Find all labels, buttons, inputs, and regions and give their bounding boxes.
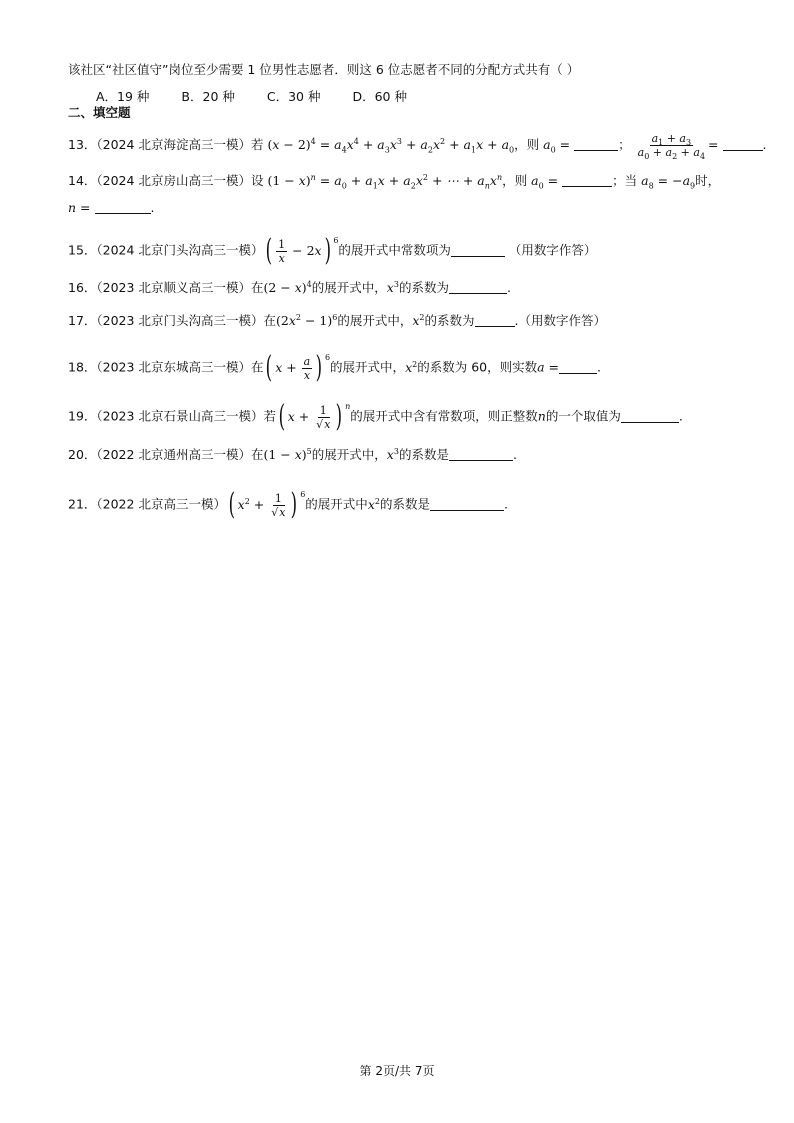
q16-text: 在 (250, 280, 264, 295)
q18-text-2: 的展开式中， (330, 359, 406, 375)
option-b: B．20 种 (181, 89, 235, 104)
q18-source: （2023 北京东城高三一模） (96, 359, 251, 375)
q18-formula: ( x + $\frac{a}{x}$ ) $^6$ (266, 350, 331, 385)
q17-note: .（用数字作答） (514, 313, 606, 328)
question-18: 18．（2023 北京东城高三一模）在( x + $\frac{a}{x}$ ) $^6$的展开式中，$x^2$的系数为 60，则实数a = . (68, 350, 602, 385)
q21-source: （2022 北京高三一模） (96, 496, 226, 512)
question-19: 19．（2023 北京石景山高三一模）若( x + $\frac{1}{√x}$ ) $^n$的展开式中含有常数项，则正整数n的一个取值为 . (68, 399, 683, 434)
q17-source: （2023 北京门头沟高三一模） (96, 313, 264, 328)
intro-line: 该社区“社区值守”岗位至少需要 1 位男性志愿者．则这 6 位志愿者不同的分配方式共有（ ） (68, 62, 580, 77)
question-14 (68, 172, 720, 190)
q18-term: $x^2$ (405, 359, 418, 375)
option-c: C．30 种 (266, 89, 321, 104)
q13-formula: $(x - 2)^4 = a_4x^4 + a_3x^3 + a_2x^2 + a_1x + a_0$ (267, 136, 515, 155)
q15-number: 15． (68, 242, 97, 258)
q19-blank[interactable] (621, 410, 679, 423)
options-row (96, 88, 435, 106)
option-a: A．19 种 (96, 89, 150, 104)
q21-formula: ( $x^2$ + $\frac{1}{√x}$ ) $^6$ (228, 487, 306, 522)
q14-text: 设 (250, 173, 264, 188)
q19-text: 若 (263, 408, 276, 424)
q13-text-2: ，则 (514, 137, 540, 152)
q20-source: （2022 北京通州高三一模） (96, 447, 251, 462)
q19-number: 19． (68, 408, 97, 424)
q14-formula: $(1 - x)^n = a_0 + a_1x + a_2x^2$ + ⋯ + $a_nx^n$ (267, 172, 503, 191)
q13-fraction: $\frac{a_1 + a_3}{a_0 + a_2 + a_4}$ (637, 132, 706, 162)
question-16: 16．（2023 北京顺义高三一模）在$(2 - x)^4$的展开式中，$x^3$的系数为 . (68, 279, 511, 295)
q18-number: 18． (68, 359, 97, 375)
q15-formula: ( $\frac{1}{x}$ − 2x) $^6$ (266, 233, 339, 268)
q15-text: 的展开式中常数项为 (338, 242, 451, 258)
q15-blank[interactable] (451, 244, 505, 257)
q18-blank[interactable] (559, 361, 597, 374)
q17-text-3: 的系数为 (424, 313, 475, 328)
q20-blank[interactable] (449, 448, 513, 461)
q17-blank[interactable] (475, 314, 515, 327)
q14-text-2: ，则 (502, 173, 528, 188)
q20-formula: $(1 - x)^5$ (263, 446, 312, 462)
q13-number: 13． (68, 137, 97, 152)
q19-source: （2023 北京石景山高三一模） (96, 408, 264, 424)
q16-text-3: 的系数为 (398, 280, 449, 295)
q20-text-2: 的展开式中， (311, 447, 387, 462)
q14-text-3: ；当 (612, 173, 638, 188)
q21-text: 的展开式中 (305, 496, 368, 512)
q20-text: 在 (250, 447, 264, 462)
q14-blank-2[interactable] (95, 201, 151, 214)
q14-a0: $a_0$ = (531, 173, 559, 191)
page-footer: 第 2页/共 7页 (359, 1064, 435, 1078)
q13-blank-2[interactable] (723, 138, 763, 151)
q20-text-3: 的系数是 (398, 447, 449, 462)
q17-text: 在 (263, 313, 276, 328)
section-title: 二、填空题 (68, 105, 131, 120)
q14-blank-1[interactable] (562, 174, 612, 187)
question-17 (68, 312, 606, 330)
q15-note: （用数字作答） (508, 242, 597, 258)
q16-blank[interactable] (449, 281, 507, 294)
q19-text-2: 的展开式中含有常数项，则正整数 (350, 408, 538, 424)
q15-source: （2024 北京门头沟高三一模） (96, 242, 264, 258)
option-d: D．60 种 (352, 89, 407, 104)
q16-formula: $(2 - x)^4$ (263, 279, 312, 295)
q13-source: （2024 北京海淀高三一模） (96, 137, 251, 152)
question-21: 21．（2022 北京高三一模）( $x^2$ + $\frac{1}{√x}$ ) $^6$的展开式中$x^2$的系数是 . (68, 487, 508, 522)
q14-condition: $a_8 = -a_9$ (641, 173, 696, 191)
q14-source: （2024 北京房山高三一模） (96, 173, 251, 188)
question-13: 13．（2024 北京海淀高三一模）若 $(x - 2)^4 = a_4x^4 + a_3x^3 + a_2x^2 + a_1x + a_0$，则 $a_0$ = ； $\frac{a_1 + a_3}{a_0 + a_2 + a_4}$ = . (68, 132, 767, 162)
q16-text-2: 的展开式中， (311, 280, 387, 295)
q21-number: 21． (68, 496, 97, 512)
q13-a0: $a_0$ = (543, 137, 571, 155)
q19-text-3: 的一个取值为 (545, 408, 621, 424)
q17-formula: $(2x^2 - 1)^6$ (275, 312, 338, 328)
q16-number: 16． (68, 280, 97, 295)
q14-number: 14． (68, 173, 97, 188)
q18-text-3: 的系数为 60，则实数 (417, 359, 538, 375)
question-15 (68, 233, 597, 268)
q16-source: （2023 北京顺义高三一模） (96, 280, 251, 295)
q13-text: 若 (250, 137, 264, 152)
q21-blank[interactable] (430, 498, 504, 511)
q17-term: $x^2$ (412, 312, 425, 328)
q21-text-2: 的系数是 (379, 496, 430, 512)
q18-a: a = (537, 359, 560, 375)
q14-n: n = (68, 200, 91, 215)
q20-number: 20． (68, 447, 97, 462)
q16-term: $x^3$ (386, 279, 399, 295)
q17-number: 17． (68, 313, 97, 328)
q19-n: n (537, 408, 546, 424)
q21-term: $x^2$ (367, 496, 380, 512)
q14-text-4: 时， (695, 173, 721, 188)
q18-text: 在 (250, 359, 264, 375)
question-20: 20．（2022 北京通州高三一模）在$(1 - x)^5$的展开式中，$x^3$的系数是 . (68, 446, 517, 462)
question-14-line-2: n = . (68, 200, 155, 215)
q13-blank-1[interactable] (574, 138, 618, 151)
q13-text-3: ； (618, 137, 631, 152)
q20-term: $x^3$ (386, 446, 399, 462)
q19-formula: ( x + $\frac{1}{√x}$ ) $^n$ (278, 399, 351, 434)
q17-text-2: 的展开式中， (337, 313, 413, 328)
